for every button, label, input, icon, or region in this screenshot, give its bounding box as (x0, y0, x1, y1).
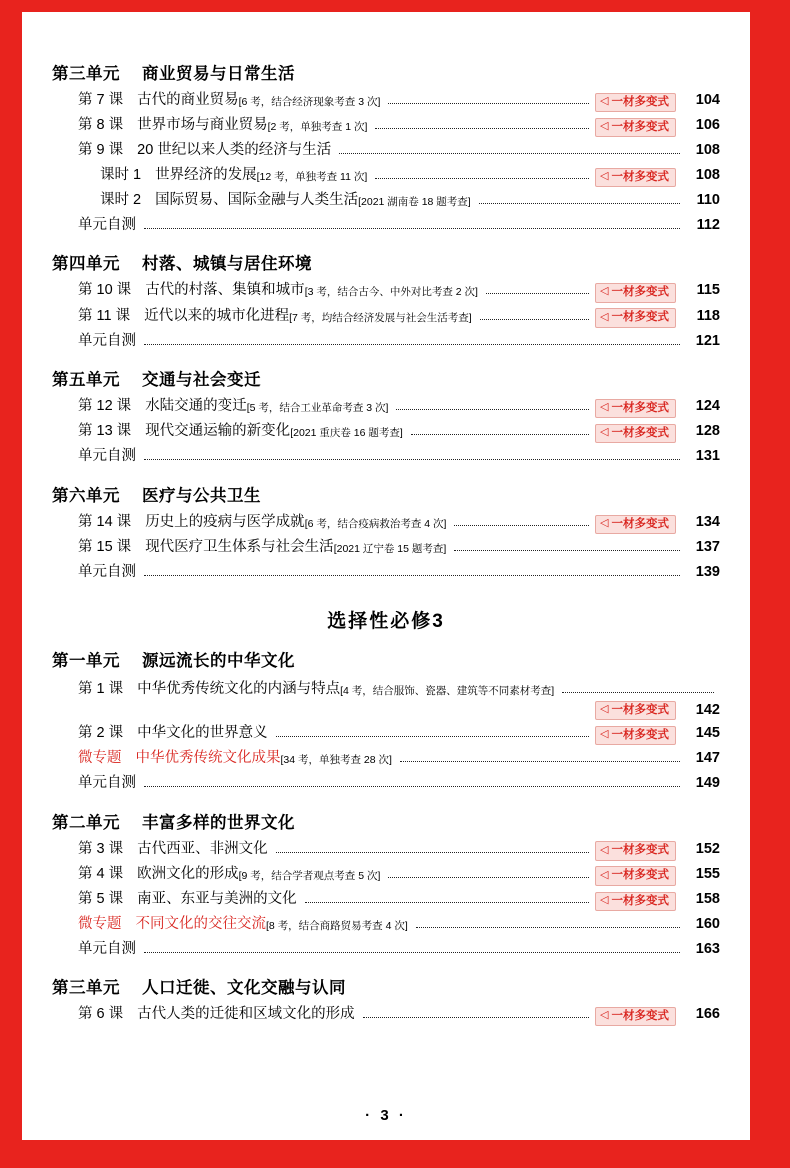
toc-entry-page: 128 (695, 423, 720, 440)
toc-entry-title: 现代交通运输的新变化 (145, 423, 291, 440)
unit-number: 第五单元 (52, 371, 120, 390)
variant-badge[interactable] (595, 308, 676, 327)
toc-entry-page: 121 (695, 332, 720, 349)
toc-entry[interactable] (52, 537, 720, 559)
variant-badge[interactable] (595, 1007, 676, 1026)
toc-entry-page: 108 (695, 142, 720, 159)
unit-heading (52, 974, 720, 998)
badge-slot (595, 1007, 686, 1026)
toc-entry-label: 第 3 课 (78, 840, 124, 857)
variant-badge[interactable] (595, 841, 676, 860)
toc-entry-note: [2021 辽宁卷 15 题考查] (333, 543, 447, 556)
toc-entry-label: 课时 2 (100, 191, 142, 208)
speaker-icon: ◁ (600, 868, 609, 881)
toc-body (52, 60, 720, 1026)
toc-entry-label: 单元自测 (78, 448, 136, 465)
leader-dots (276, 851, 589, 853)
toc-entry[interactable] (52, 512, 720, 534)
toc-entry-label: 第 1 课 (78, 680, 124, 697)
variant-badge-label: 一材多变式 (611, 1010, 669, 1023)
toc-entry[interactable] (52, 90, 720, 112)
speaker-icon: ◁ (600, 1009, 609, 1022)
leader-dots (486, 292, 589, 294)
toc-entry-label: 第 4 课 (78, 865, 124, 882)
toc-entry[interactable] (52, 421, 720, 443)
toc-entry-page: 118 (696, 307, 720, 324)
speaker-icon: ◁ (600, 893, 609, 906)
toc-entry-title: 古代的村落、集镇和城市 (145, 282, 305, 299)
toc-entry-title: 近代以来的城市化进程 (144, 307, 290, 324)
toc-entry-label: 第 6 课 (78, 1006, 124, 1023)
toc-entry-label: 单元自测 (78, 564, 136, 580)
book-title: 选择性必修3 (327, 610, 445, 632)
toc-entry-page: 149 (695, 774, 720, 791)
toc-entry[interactable] (52, 562, 720, 584)
toc-entry-title: 历史上的疫病与医学成就 (145, 514, 305, 531)
toc-entry-label: 第 12 课 (78, 398, 132, 415)
page-number: · 3 · (365, 1107, 407, 1124)
toc-entry-label: 单元自测 (78, 216, 136, 233)
toc-entry-page: 145 (695, 725, 720, 742)
toc-entry-note: [8 考，结合商路贸易考查 4 次] (266, 919, 408, 932)
toc-entry[interactable] (52, 115, 720, 137)
variant-badge[interactable] (595, 701, 676, 720)
toc-entry-note: [6 考，结合经济现象考查 3 次] (238, 96, 381, 108)
unit-title: 丰富多样的世界文化 (142, 813, 295, 832)
leader-dots (144, 574, 680, 576)
toc-entry-label: 微专题 (78, 750, 122, 767)
unit-title: 源远流长的中华文化 (142, 651, 295, 670)
toc-entry-title: 南亚、东亚与美洲的文化 (137, 890, 297, 907)
toc-entry-title: 国际贸易、国际金融与人类生活 (155, 191, 359, 208)
toc-entry-label: 第 11 课 (78, 307, 131, 324)
toc-entry-note: [4 考，结合服饰、瓷器、建筑等不同素材考查] (340, 684, 555, 697)
toc-entry[interactable] (52, 864, 720, 886)
toc-entry-page: 110 (696, 191, 720, 208)
toc-page (22, 12, 750, 1140)
toc-entry[interactable] (52, 165, 720, 187)
toc-entry-title: 中华文化的世界意义 (137, 725, 268, 742)
toc-entry-label: 第 2 课 (78, 725, 124, 742)
toc-entry[interactable] (52, 914, 720, 936)
toc-entry-continuation (52, 701, 720, 720)
leader-dots (363, 1016, 589, 1018)
variant-badge[interactable] (595, 399, 676, 418)
toc-entry[interactable] (52, 773, 720, 795)
toc-entry[interactable] (52, 280, 720, 302)
badge-slot (595, 515, 686, 534)
leader-dots (144, 343, 680, 345)
variant-badge-label: 一材多变式 (611, 869, 669, 882)
toc-entry-title: 中华优秀传统文化的内涵与特点 (137, 680, 341, 697)
unit-heading (52, 366, 720, 390)
variant-badge[interactable] (595, 168, 676, 187)
toc-entry[interactable] (52, 939, 720, 961)
toc-entry-title: 古代的商业贸易 (137, 92, 239, 108)
toc-entry-note: [2021 重庆卷 16 题考查] (290, 427, 403, 440)
leader-dots (562, 691, 714, 693)
toc-entry-page: 139 (695, 564, 720, 580)
unit-number: 第一单元 (52, 651, 120, 670)
toc-entry-title: 中华优秀传统文化成果 (135, 750, 281, 767)
toc-entry-page: 142 (695, 702, 720, 719)
toc-entry-title: 世界市场与商业贸易 (137, 117, 268, 134)
toc-entry-page: 134 (695, 514, 720, 531)
variant-badge-label: 一材多变式 (611, 703, 669, 716)
variant-badge-label: 一材多变式 (611, 517, 669, 530)
toc-entry-page: 104 (695, 92, 720, 108)
badge-slot (595, 308, 686, 327)
variant-badge[interactable] (595, 726, 676, 745)
leader-dots (375, 127, 589, 129)
toc-entry-note: [3 考，结合古今、中外对比考查 2 次] (304, 286, 478, 299)
toc-entry-note: [2021 湖南卷 18 题考查] (358, 195, 471, 208)
toc-entry-page: 112 (696, 216, 720, 233)
toc-entry-page: 131 (695, 448, 720, 465)
toc-entry[interactable] (52, 215, 720, 237)
toc-entry-note: [5 考，结合工业革命考查 3 次] (246, 402, 389, 415)
variant-badge-label: 一材多变式 (611, 286, 669, 299)
toc-entry-note: [7 考，均结合经济发展与社会生活考查] (289, 311, 472, 324)
toc-entry-label: 单元自测 (78, 940, 136, 957)
speaker-icon: ◁ (600, 95, 609, 107)
leader-dots (144, 951, 680, 953)
toc-entry-page: 158 (695, 890, 720, 907)
toc-entry-page: 106 (695, 117, 720, 134)
speaker-icon: ◁ (600, 426, 609, 439)
badge-slot (595, 841, 686, 860)
unit-number: 第六单元 (52, 487, 120, 506)
toc-entry[interactable] (52, 306, 720, 328)
speaker-icon: ◁ (600, 843, 609, 856)
toc-entry-page: 124 (695, 398, 720, 415)
toc-entry-note: [6 考，结合疫病救治考查 4 次] (304, 518, 447, 531)
toc-entry-label: 单元自测 (78, 332, 136, 349)
unit-number: 第二单元 (52, 813, 120, 832)
toc-entry-title: 水陆交通的变迁 (145, 398, 247, 415)
badge-slot (595, 399, 686, 418)
toc-entry[interactable] (52, 396, 720, 418)
speaker-icon: ◁ (600, 728, 609, 741)
variant-badge-label: 一材多变式 (611, 120, 669, 133)
variant-badge-label: 一材多变式 (611, 170, 669, 183)
variant-badge-label: 一材多变式 (611, 311, 669, 324)
unit-heading (52, 809, 720, 833)
speaker-icon: ◁ (600, 517, 609, 530)
variant-badge-label: 一材多变式 (611, 844, 669, 857)
variant-badge-label: 一材多变式 (611, 894, 669, 907)
toc-entry-label: 第 8 课 (78, 117, 124, 134)
leader-dots (416, 926, 680, 928)
toc-entry-label: 微专题 (78, 915, 122, 932)
variant-badge[interactable] (595, 515, 676, 534)
toc-entry-label: 第 5 课 (78, 890, 124, 907)
leader-dots (480, 318, 589, 320)
toc-entry[interactable] (52, 140, 720, 162)
toc-entry-page: 137 (695, 539, 720, 556)
toc-entry[interactable] (52, 723, 720, 745)
toc-entry-label: 第 15 课 (78, 539, 132, 556)
toc-entry-page: 160 (695, 915, 720, 932)
leader-dots (144, 785, 680, 787)
unit-title: 医疗与公共卫生 (142, 487, 261, 506)
toc-entry-note: [2 考，单独考查 1 次] (267, 121, 368, 134)
variant-badge[interactable] (595, 424, 676, 443)
toc-entry-note: [9 考，结合学者观点考查 5 次] (238, 869, 381, 882)
unit-number: 第三单元 (52, 65, 120, 83)
speaker-icon: ◁ (600, 285, 609, 298)
unit-title: 商业贸易与日常生活 (142, 65, 295, 83)
toc-entry-label: 第 7 课 (78, 92, 124, 108)
unit-title: 交通与社会变迁 (142, 371, 261, 390)
toc-entry[interactable] (52, 190, 720, 212)
toc-entry-label: 第 13 课 (78, 423, 132, 440)
toc-entry-label: 单元自测 (78, 774, 136, 791)
toc-entry-title: 20 世纪以来人类的经济与生活 (137, 142, 332, 159)
variant-badge[interactable] (595, 892, 676, 911)
leader-dots (454, 524, 589, 526)
toc-entry-title: 欧洲文化的形成 (137, 865, 239, 882)
speaker-icon: ◁ (600, 120, 609, 133)
leader-dots (375, 177, 589, 179)
leader-dots (479, 202, 680, 204)
toc-entry[interactable] (52, 331, 720, 353)
leader-dots (144, 227, 680, 229)
badge-slot (595, 168, 686, 187)
badge-slot (595, 424, 686, 443)
leader-dots (144, 458, 680, 460)
leader-dots (400, 760, 680, 762)
variant-badge-label: 一材多变式 (611, 402, 669, 414)
leader-dots (396, 408, 589, 410)
variant-badge-label: 一材多变式 (611, 427, 669, 440)
unit-number: 第三单元 (52, 979, 120, 998)
toc-entry-title: 世界经济的发展 (155, 166, 257, 183)
toc-entry-title: 现代医疗卫生体系与社会生活 (145, 539, 334, 556)
toc-entry-title: 不同文化的交往交流 (135, 915, 266, 932)
toc-entry-page: 115 (696, 282, 720, 299)
badge-slot (595, 726, 686, 745)
badge-slot (595, 866, 686, 885)
badge-slot (595, 118, 686, 137)
leader-dots (339, 152, 680, 154)
toc-entry[interactable] (52, 1004, 720, 1026)
toc-entry-page: 163 (695, 940, 720, 957)
leader-dots (305, 901, 589, 903)
toc-entry-page: 108 (695, 166, 720, 183)
unit-heading (52, 647, 720, 671)
badge-slot (595, 892, 686, 911)
leader-dots (454, 549, 680, 551)
toc-entry-page: 147 (695, 750, 720, 767)
leader-dots (388, 876, 589, 878)
leader-dots (276, 735, 589, 737)
unit-number: 第四单元 (52, 255, 120, 274)
leader-dots (411, 433, 589, 435)
toc-entry[interactable] (52, 446, 720, 468)
toc-entry-title: 古代人类的迁徙和区域文化的形成 (137, 1006, 355, 1023)
toc-entry-page: 166 (695, 1006, 720, 1023)
speaker-icon: ◁ (600, 703, 609, 716)
unit-heading (52, 60, 720, 84)
toc-entry-title: 古代西亚、非洲文化 (137, 840, 268, 857)
variant-badge[interactable] (595, 93, 676, 112)
toc-entry-label: 课时 1 (100, 166, 142, 183)
toc-entry-page: 152 (695, 840, 720, 857)
toc-entry[interactable] (52, 889, 720, 911)
toc-entry-note: [12 考，单独考查 11 次] (256, 170, 368, 183)
toc-entry-page: 155 (695, 865, 720, 882)
unit-title: 人口迁徙、文化交融与认同 (142, 979, 346, 998)
variant-badge[interactable] (595, 118, 676, 137)
toc-entry[interactable] (52, 677, 720, 698)
leader-dots (388, 102, 589, 104)
badge-slot (595, 283, 686, 302)
variant-badge-label: 一材多变式 (611, 95, 669, 108)
speaker-icon: ◁ (600, 401, 609, 414)
badge-slot (595, 93, 686, 112)
speaker-icon: ◁ (600, 310, 609, 323)
variant-badge[interactable] (595, 283, 676, 302)
unit-title: 村落、城镇与居住环境 (142, 255, 312, 274)
variant-badge-label: 一材多变式 (611, 728, 669, 741)
unit-heading (52, 482, 720, 506)
speaker-icon: ◁ (600, 169, 609, 182)
toc-entry-note: [34 考，单独考查 28 次] (280, 754, 392, 767)
toc-entry[interactable] (52, 839, 720, 861)
toc-entry-label: 第 14 课 (78, 514, 132, 531)
toc-entry-label: 第 10 课 (78, 282, 132, 299)
toc-entry[interactable] (52, 748, 720, 770)
variant-badge[interactable] (595, 866, 676, 885)
toc-entry-label: 第 9 课 (78, 142, 124, 159)
unit-heading (52, 250, 720, 274)
